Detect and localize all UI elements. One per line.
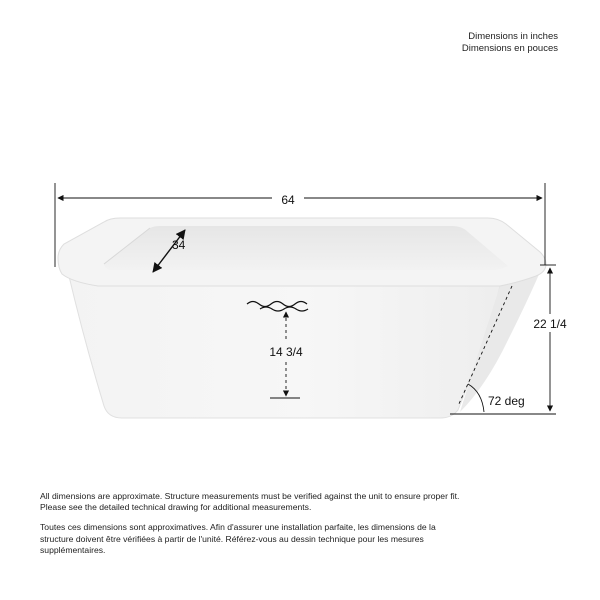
wall-angle-label: 72 deg xyxy=(488,394,525,408)
units-english: Dimensions in inches xyxy=(468,31,558,42)
width-label: 34 xyxy=(172,238,186,252)
disclaimer-notes xyxy=(40,491,470,565)
height-label: 22 1/4 xyxy=(533,317,567,331)
units-french: Dimensions en pouces xyxy=(461,43,558,54)
disclaimer-french: Toutes ces dimensions sont approximatives. Afin d'assurer une installation parfaite, les dimensions de la structure doivent être vérifiées à partir de l'unité. Référez-vous au dessin technique pour les mesures supplémentaires. xyxy=(40,522,436,555)
water-depth-label: 14 3/4 xyxy=(269,345,303,359)
bathtub-image xyxy=(58,218,546,418)
length-label: 64 xyxy=(281,193,295,207)
tub-inner-basin xyxy=(104,226,508,270)
disclaimer-english: All dimensions are approximate. Structure measurements must be verified against the unit to ensure proper fit. Please see the detailed technical drawing for additional measurements. xyxy=(40,491,460,513)
